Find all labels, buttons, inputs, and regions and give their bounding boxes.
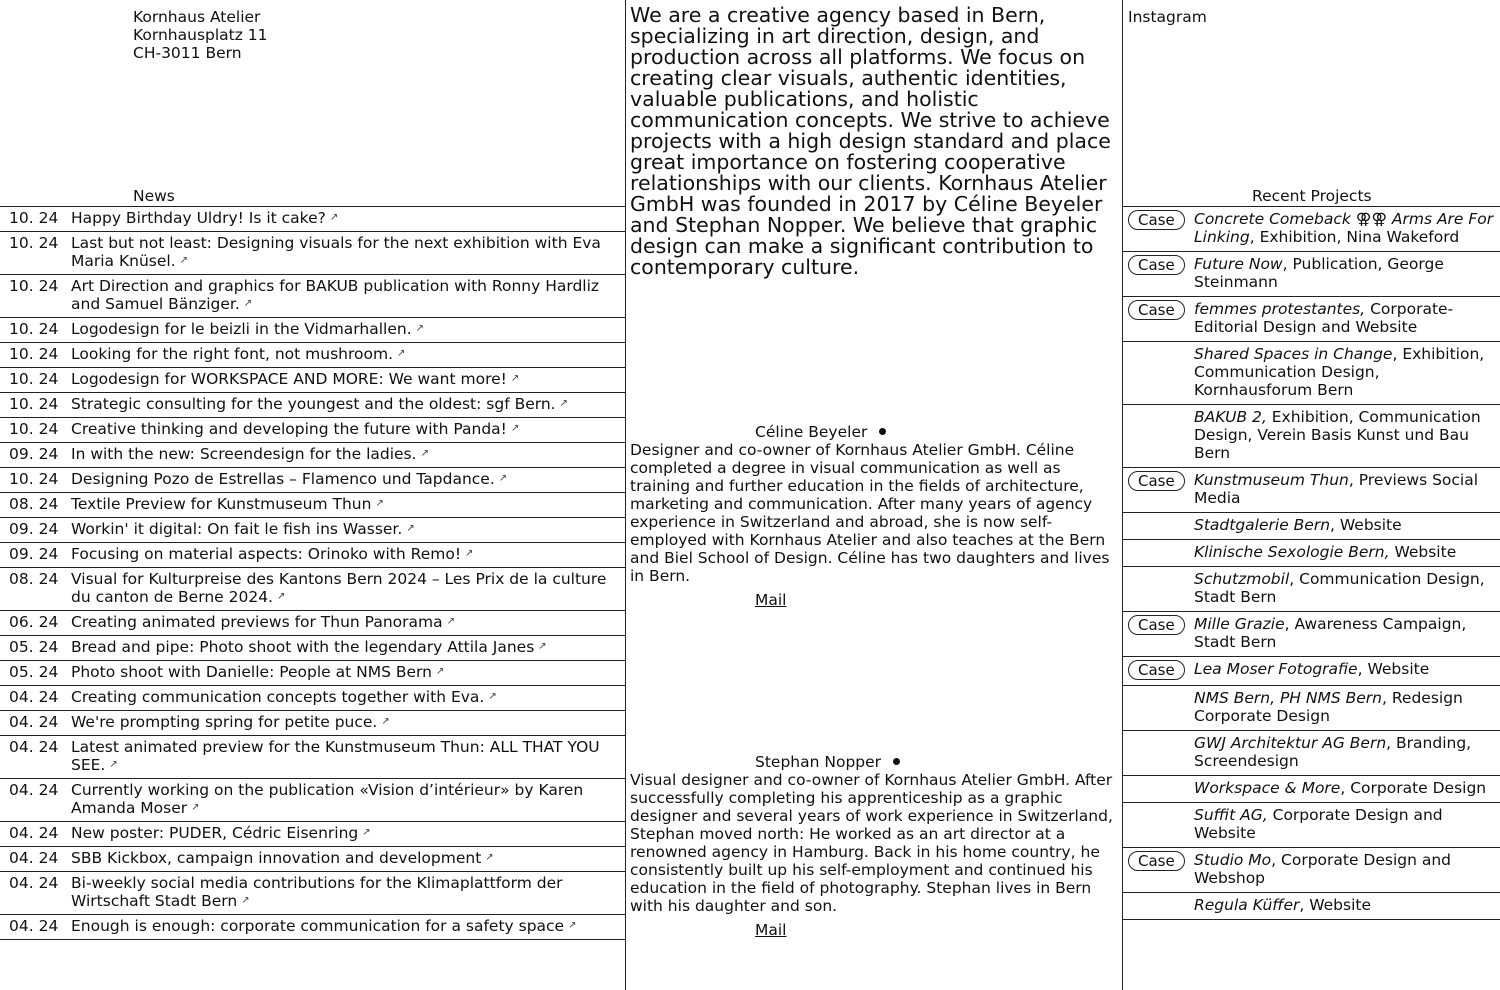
- arrow-up-right-icon: ↗: [415, 323, 425, 334]
- instagram-link[interactable]: Instagram: [1128, 8, 1207, 26]
- news-title-link[interactable]: Looking for the right font, not mushroom. ↗: [71, 345, 406, 363]
- news-date: 04. 24: [9, 824, 59, 842]
- arrow-up-right-icon: ↗: [276, 591, 286, 602]
- news-item[interactable]: [0, 368, 625, 393]
- news-date: 10. 24: [9, 370, 59, 388]
- project-title-link[interactable]: Klinische Sexologie Bern, Website: [1194, 543, 1457, 561]
- news-date: 10. 24: [9, 209, 59, 227]
- news-title-link[interactable]: Designing Pozo de Estrellas – Flamenco und Tapdance. ↗: [71, 470, 508, 488]
- arrow-up-right-icon: ↗: [243, 298, 253, 309]
- case-cell: [1123, 300, 1194, 336]
- news-title-link[interactable]: We're prompting spring for petite puce. ↗: [71, 713, 390, 731]
- news-title-link[interactable]: Creating communication concepts together with Eva. ↗: [71, 688, 497, 706]
- news-item[interactable]: [0, 418, 625, 443]
- project-item[interactable]: [1123, 776, 1500, 803]
- news-item[interactable]: [0, 915, 625, 940]
- arrow-up-right-icon: ↗: [568, 920, 577, 931]
- arrow-up-right-icon: ↗: [397, 348, 406, 359]
- projects-list: [1123, 206, 1500, 920]
- news-date: 10. 24: [9, 234, 59, 252]
- news-item[interactable]: [0, 822, 625, 847]
- right-column: [1123, 0, 1500, 990]
- arrow-up-right-icon: ↗: [485, 852, 494, 863]
- news-date: 10. 24: [9, 420, 59, 438]
- news-item[interactable]: [0, 443, 625, 468]
- news-title-link[interactable]: Photo shoot with Danielle: People at NMS Bern ↗: [71, 663, 445, 681]
- arrow-up-right-icon: ↗: [510, 373, 520, 384]
- project-item[interactable]: [1123, 686, 1500, 731]
- news-title-link[interactable]: Logodesign for le beizli in the Vidmarhallen. ↗: [71, 320, 425, 338]
- mail-link[interactable]: Mail: [755, 921, 787, 939]
- news-date: 08. 24: [9, 495, 59, 513]
- intro-text: We are a creative agency based in Bern, specializing in art direction, design, and production across all platforms. We focus on creating clear visuals, authentic identities, valuable publications, and holistic communication concepts. We strive to achieve projects with a high design standard and place great importance on fostering cooperative relationships with our clients. Kornhaus Atelier GmbH was founded in 2017 by Céline Beyeler and Stephan Nopper. We believe that graphic design can make a significant contribution to contemporary culture.: [630, 3, 1111, 279]
- address-city: CH-3011 Bern: [133, 44, 242, 62]
- news-title-link[interactable]: Workin' it digital: On fait le fish ins Wasser. ↗: [71, 520, 415, 538]
- person-bio: Designer and co-owner of Kornhaus Atelier GmbH. Céline completed a degree in visual communication as well as training and further education in the fields of architecture, marketing and communication. After many years of agency experience in Switzerland and abroad, she is now self-employed with Kornhaus Atelier and also teaches at the Bern and Biel School of Design. Céline has two daughters and lives in Bern.: [630, 441, 1110, 585]
- news-title-link[interactable]: Creative thinking and developing the future with Panda! ↗: [71, 420, 520, 438]
- project-title-link[interactable]: NMS Bern, PH NMS Bern, Redesign Corporate Design: [1194, 689, 1463, 725]
- news-item[interactable]: [0, 568, 625, 611]
- case-cell: [1123, 689, 1194, 725]
- news-date: 04. 24: [9, 874, 59, 892]
- project-item[interactable]: [1123, 405, 1500, 468]
- project-title-link[interactable]: Suffit AG, Corporate Design and Website: [1194, 806, 1443, 842]
- project-item[interactable]: [1123, 612, 1500, 657]
- project-item[interactable]: [1123, 342, 1500, 405]
- news-title-link[interactable]: Creating animated previews for Thun Panorama ↗: [71, 613, 455, 631]
- news-title-link[interactable]: Currently working on the publication «Vision d’intérieur» by Karen Amanda Moser ↗: [71, 781, 584, 817]
- arrow-up-right-icon: ↗: [420, 448, 429, 459]
- case-cell: [1123, 471, 1194, 507]
- case-button[interactable]: Case: [1128, 300, 1185, 320]
- project-item[interactable]: [1123, 207, 1500, 252]
- person-stephan: [630, 753, 1120, 939]
- case-cell: [1123, 255, 1194, 291]
- news-date: 04. 24: [9, 849, 59, 867]
- arrow-up-right-icon: ↗: [446, 616, 455, 627]
- news-item[interactable]: [0, 343, 625, 368]
- project-title-link[interactable]: Lea Moser Fotografie, Website: [1194, 660, 1430, 678]
- news-title-link[interactable]: Visual for Kulturpreise des Kantons Bern 2024 – Les Prix de la culture du canton de Berne 2024. ↗: [71, 570, 607, 606]
- project-item[interactable]: [1123, 567, 1500, 612]
- arrow-up-right-icon: ↗: [381, 716, 390, 727]
- project-item[interactable]: [1123, 468, 1500, 513]
- arrow-up-right-icon: ↗: [375, 498, 384, 509]
- project-item[interactable]: [1123, 893, 1500, 920]
- arrow-up-right-icon: ↗: [406, 523, 415, 534]
- arrow-up-right-icon: ↗: [191, 802, 200, 813]
- news-title-link[interactable]: Happy Birthday Uldry! Is it cake? ↗: [71, 209, 339, 227]
- news-item[interactable]: [0, 493, 625, 518]
- case-cell: [1123, 660, 1194, 680]
- news-date: 08. 24: [9, 570, 59, 588]
- news-date: 10. 24: [9, 395, 59, 413]
- news-title-link[interactable]: Last but not least: Designing visuals for the next exhibition with Eva Maria Knüsel. ↗: [71, 234, 601, 270]
- news-date: 04. 24: [9, 688, 59, 706]
- news-item[interactable]: [0, 393, 625, 418]
- news-item[interactable]: [0, 207, 625, 232]
- middle-column: [626, 0, 1123, 990]
- project-title-link[interactable]: Shared Spaces in Change, Exhibition, Communication Design, Kornhausforum Bern: [1194, 345, 1485, 399]
- project-title-link[interactable]: Workspace & More, Corporate Design: [1194, 779, 1487, 797]
- case-cell: [1123, 734, 1194, 770]
- case-cell: [1123, 615, 1194, 651]
- arrow-up-right-icon: ↗: [465, 548, 474, 559]
- arrow-up-right-icon: ↗: [179, 255, 189, 266]
- person-name: Céline Beyeler: [755, 423, 1120, 441]
- case-button[interactable]: Case: [1128, 615, 1185, 635]
- news-item[interactable]: [0, 468, 625, 493]
- news-item[interactable]: [0, 686, 625, 711]
- project-item[interactable]: [1123, 803, 1500, 848]
- news-title-link[interactable]: Bi-weekly social media contributions for the Klimaplattform der Wirtschaft Stadt Bern ↗: [71, 874, 563, 910]
- news-date: 05. 24: [9, 663, 59, 681]
- case-button[interactable]: Case: [1128, 851, 1185, 871]
- project-title-link[interactable]: Mille Grazie, Awareness Campaign, Stadt Bern: [1194, 615, 1467, 651]
- news-item[interactable]: [0, 543, 625, 568]
- news-item[interactable]: [0, 736, 625, 779]
- project-title-link[interactable]: GWJ Architektur AG Bern, Branding, Screendesign: [1194, 734, 1472, 770]
- project-item[interactable]: [1123, 657, 1500, 686]
- person-bio: Visual designer and co-owner of Kornhaus Atelier GmbH. After successfully completing his apprenticeship as a graphic designer and several years of work experience in Switzerland, Stephan moved north: He worked as an art director at a renowned agency in Hamburg. Back in his home country, he consistently built up his self-employment and continued his education in the field of photography. Stephan lives in Bern with his daughter and son.: [630, 771, 1113, 915]
- news-date: 05. 24: [9, 638, 59, 656]
- project-title-link[interactable]: Schutzmobil, Communication Design, Stadt Bern: [1194, 570, 1485, 606]
- news-title-link[interactable]: Strategic consulting for the youngest and the oldest: sgf Bern. ↗: [71, 395, 568, 413]
- arrow-up-right-icon: ↗: [510, 423, 520, 434]
- left-column: [0, 0, 626, 990]
- arrow-up-right-icon: ↗: [498, 473, 508, 484]
- arrow-up-right-icon: ↗: [329, 212, 339, 223]
- news-item[interactable]: [0, 711, 625, 736]
- news-date: 09. 24: [9, 545, 59, 563]
- news-date: 04. 24: [9, 738, 59, 756]
- project-title-link[interactable]: Regula Küffer, Website: [1194, 896, 1372, 914]
- news-item[interactable]: [0, 779, 625, 822]
- project-title-link[interactable]: Studio Mo, Corporate Design and Webshop: [1194, 851, 1452, 887]
- case-cell: [1123, 851, 1194, 887]
- news-item[interactable]: [0, 611, 625, 636]
- arrow-up-right-icon: ↗: [538, 641, 547, 652]
- news-title-link[interactable]: Enough is enough: corporate communication for a safety space ↗: [71, 917, 577, 935]
- news-item[interactable]: [0, 275, 625, 318]
- address-name: Kornhaus Atelier: [133, 8, 261, 26]
- case-cell: [1123, 570, 1194, 606]
- case-cell: [1123, 779, 1194, 797]
- case-cell: [1123, 345, 1194, 399]
- news-title-link[interactable]: New poster: PUDER, Cédric Eisenring ↗: [71, 824, 371, 842]
- case-button[interactable]: Case: [1128, 255, 1185, 275]
- news-item[interactable]: [0, 872, 625, 915]
- arrow-up-right-icon: ↗: [362, 827, 371, 838]
- news-date: 04. 24: [9, 713, 59, 731]
- news-title-link[interactable]: Focusing on material aspects: Orinoko with Remo! ↗: [71, 545, 474, 563]
- dot-icon: [879, 428, 886, 435]
- address-block: [133, 8, 268, 62]
- project-title-link[interactable]: femmes protestantes, Corporate-Editorial Design and Website: [1194, 300, 1454, 336]
- news-item[interactable]: [0, 847, 625, 872]
- project-item[interactable]: [1123, 513, 1500, 540]
- project-item[interactable]: [1123, 540, 1500, 567]
- project-item[interactable]: [1123, 731, 1500, 776]
- case-button[interactable]: Case: [1128, 660, 1185, 680]
- project-item[interactable]: [1123, 297, 1500, 342]
- case-cell: [1123, 806, 1194, 842]
- news-date: 10. 24: [9, 320, 59, 338]
- news-date: 09. 24: [9, 445, 59, 463]
- news-title-link[interactable]: Logodesign for WORKSPACE AND MORE: We want more! ↗: [71, 370, 520, 388]
- news-title-link[interactable]: Art Direction and graphics for BAKUB publication with Ronny Hardliz and Samuel Bänziger. ↗: [71, 277, 600, 313]
- case-cell: [1123, 210, 1194, 246]
- person-celine: [630, 423, 1120, 609]
- case-button[interactable]: Case: [1128, 471, 1185, 491]
- news-date: 09. 24: [9, 520, 59, 538]
- address-street: Kornhausplatz 11: [133, 26, 268, 44]
- project-title-link[interactable]: Kunstmuseum Thun, Previews Social Media: [1194, 471, 1479, 507]
- news-date: 10. 24: [9, 470, 59, 488]
- project-title-link[interactable]: Concrete Comeback ⚢⚢ Arms Are For Linking, Exhibition, Nina Wakeford: [1194, 210, 1494, 246]
- project-title-link[interactable]: Future Now, Publication, George Steinmann: [1194, 255, 1444, 291]
- case-cell: [1123, 896, 1194, 914]
- arrow-up-right-icon: ↗: [241, 895, 250, 906]
- news-date: 10. 24: [9, 277, 59, 295]
- news-date: 10. 24: [9, 345, 59, 363]
- arrow-up-right-icon: ↗: [435, 666, 445, 677]
- projects-heading: Recent Projects: [1252, 187, 1372, 205]
- project-item[interactable]: [1123, 252, 1500, 297]
- project-item[interactable]: [1123, 848, 1500, 893]
- case-cell: [1123, 408, 1194, 462]
- news-item[interactable]: [0, 318, 625, 343]
- arrow-up-right-icon: ↗: [488, 691, 497, 702]
- arrow-up-right-icon: ↗: [109, 759, 118, 770]
- project-title-link[interactable]: Stadtgalerie Bern, Website: [1194, 516, 1402, 534]
- news-heading: News: [133, 187, 175, 205]
- news-title-link[interactable]: In with the new: Screendesign for the ladies. ↗: [71, 445, 429, 463]
- news-date: 04. 24: [9, 781, 59, 799]
- news-date: 04. 24: [9, 917, 59, 935]
- news-list: [0, 206, 625, 940]
- news-title-link[interactable]: SBB Kickbox, campaign innovation and development ↗: [71, 849, 494, 867]
- arrow-up-right-icon: ↗: [559, 398, 568, 409]
- news-title-link[interactable]: Textile Preview for Kunstmuseum Thun ↗: [71, 495, 384, 513]
- project-title-link[interactable]: BAKUB 2, Exhibition, Communication Design, Verein Basis Kunst und Bau Bern: [1194, 408, 1481, 462]
- news-title-link[interactable]: Latest animated preview for the Kunstmuseum Thun: ALL THAT YOU SEE. ↗: [71, 738, 600, 774]
- news-item[interactable]: [0, 636, 625, 661]
- news-title-link[interactable]: Bread and pipe: Photo shoot with the legendary Attila Janes ↗: [71, 638, 547, 656]
- case-cell: [1123, 516, 1194, 534]
- news-item[interactable]: [0, 232, 625, 275]
- dot-icon: [893, 758, 900, 765]
- person-name: Stephan Nopper: [755, 753, 1120, 771]
- news-date: 06. 24: [9, 613, 59, 631]
- case-cell: [1123, 543, 1194, 561]
- news-item[interactable]: [0, 661, 625, 686]
- news-item[interactable]: [0, 518, 625, 543]
- mail-link[interactable]: Mail: [755, 591, 787, 609]
- case-button[interactable]: Case: [1128, 210, 1185, 230]
